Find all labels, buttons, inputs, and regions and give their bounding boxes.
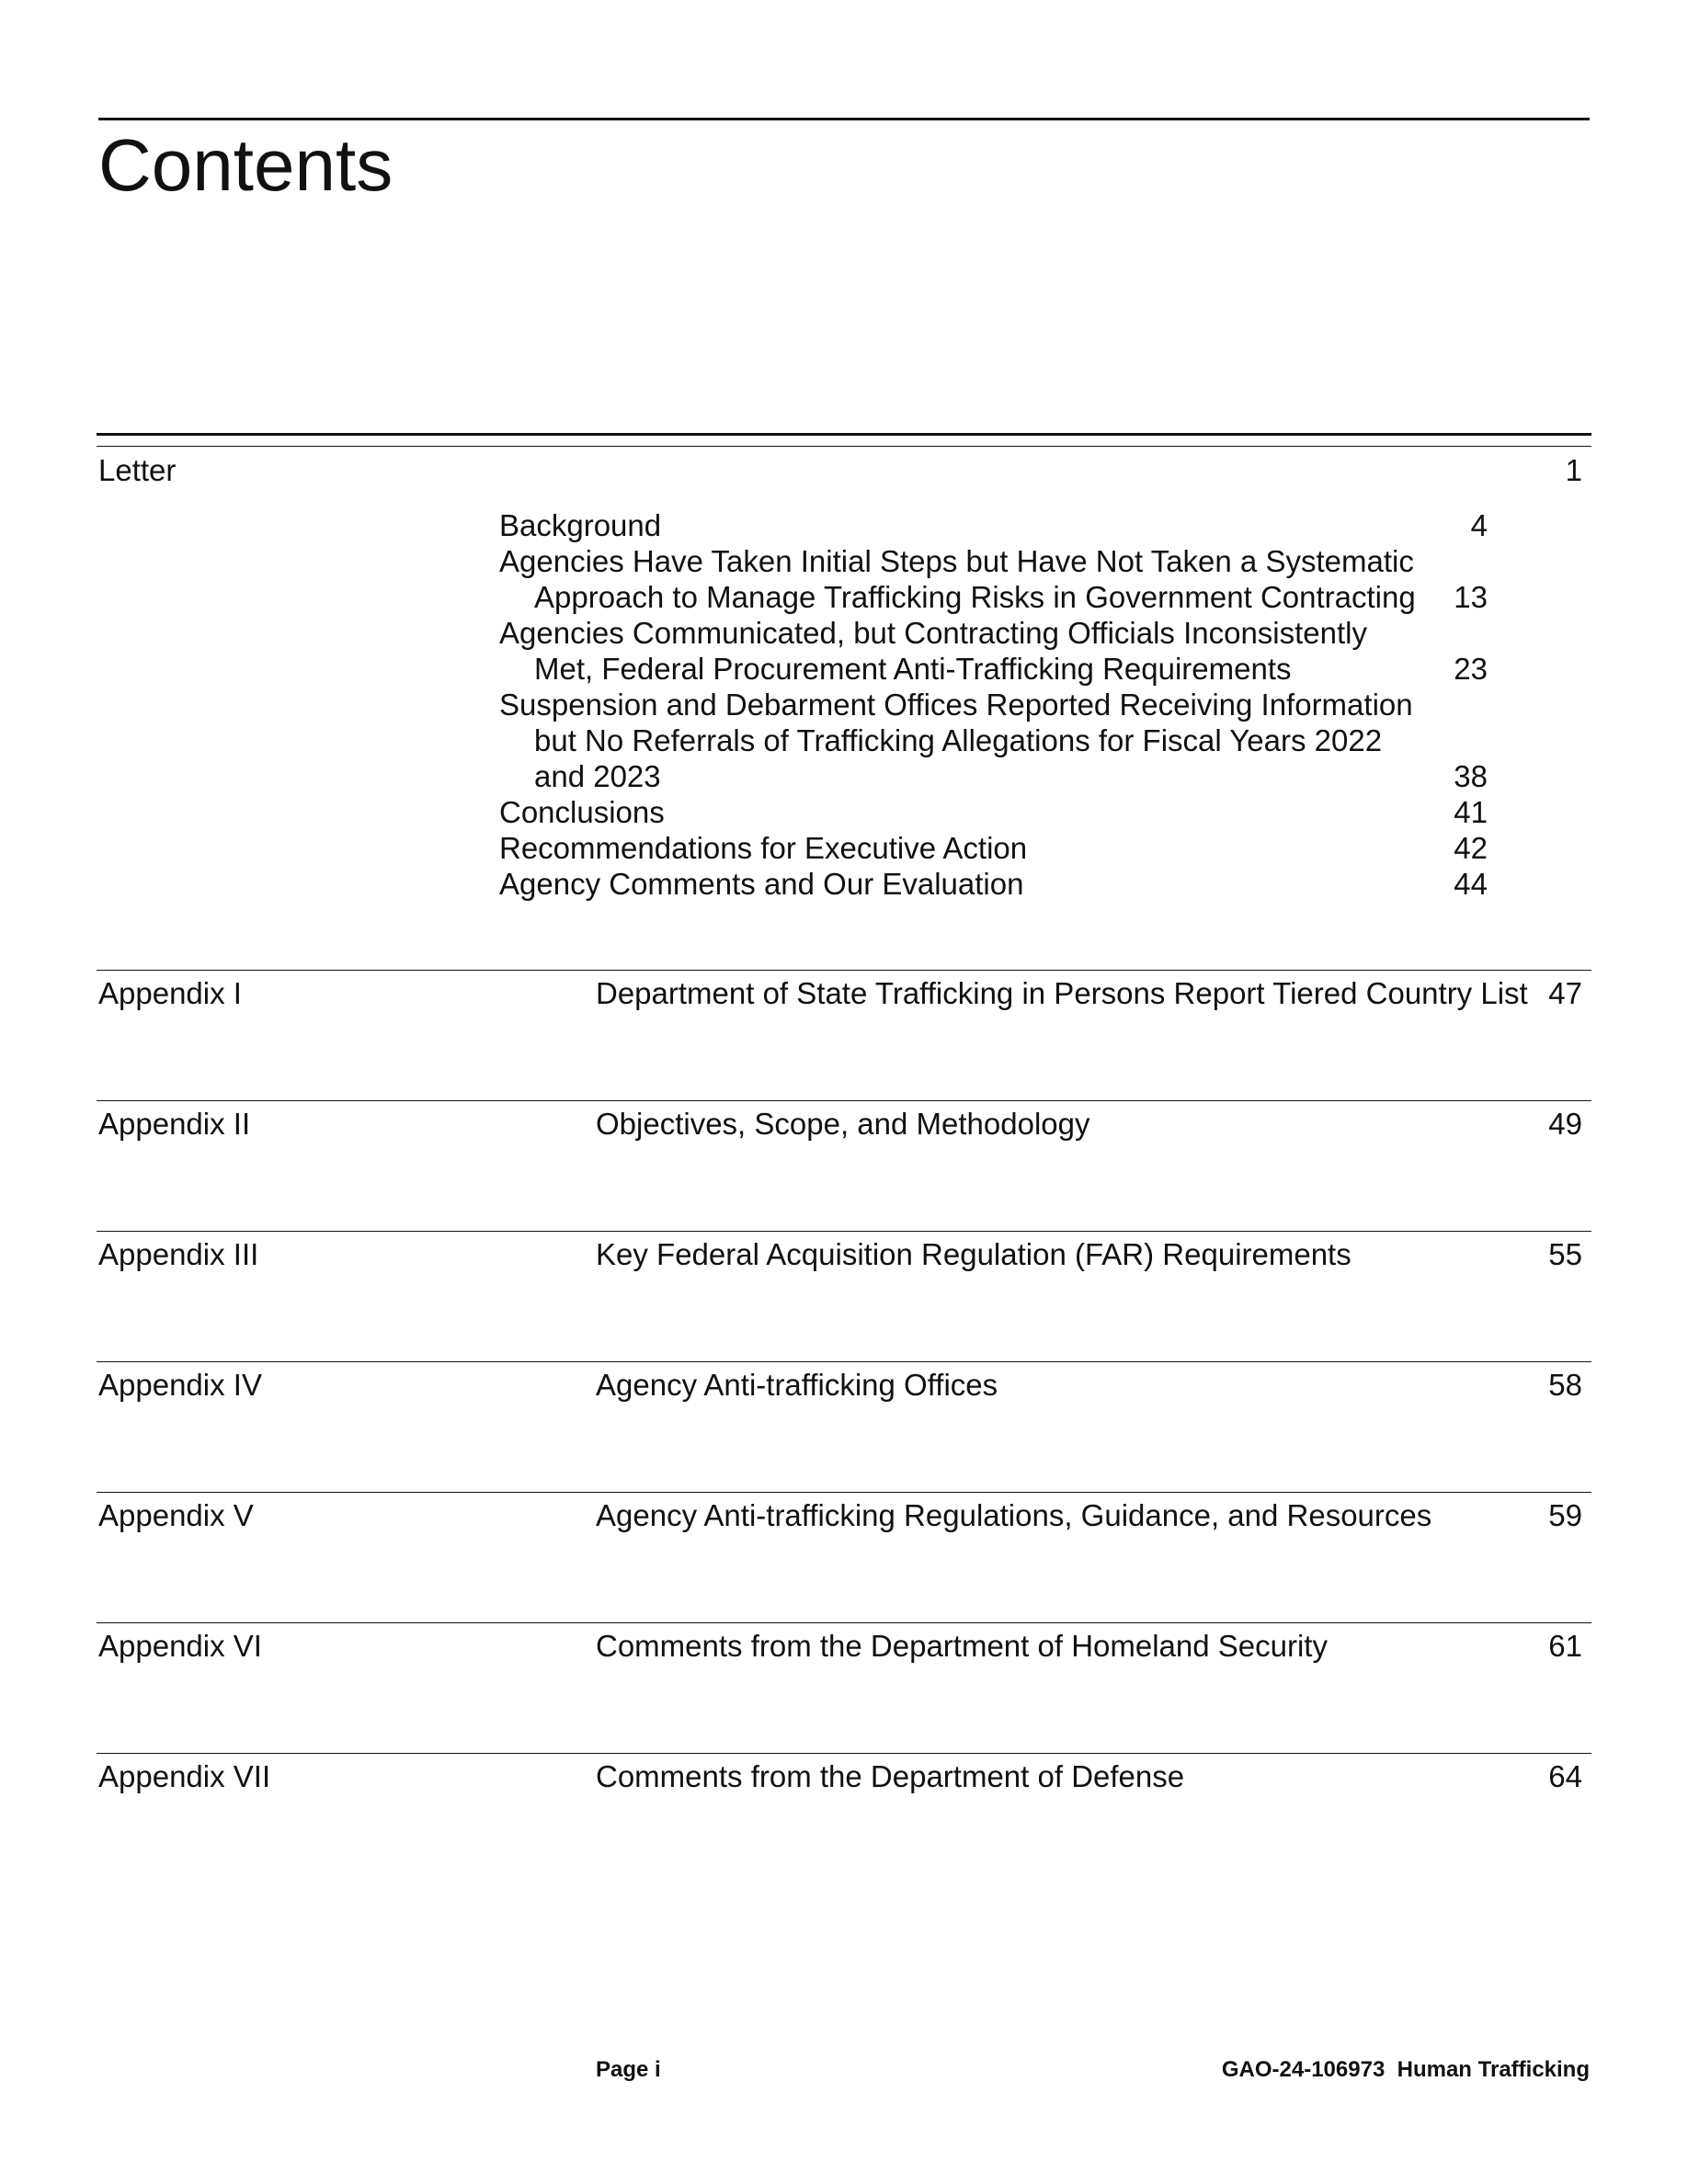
toc-section-appendix-i[interactable] bbox=[97, 970, 1591, 1100]
toc-entry-title: Conclusions bbox=[499, 795, 665, 829]
toc-section-label: Appendix VII bbox=[98, 1759, 271, 1793]
toc-page-number: 59 bbox=[1548, 1498, 1582, 1532]
toc-page-number: 1 bbox=[1565, 453, 1582, 487]
toc-page-number: 44 bbox=[1454, 867, 1488, 901]
toc-section-appendix-iii[interactable] bbox=[97, 1231, 1591, 1361]
toc-entry-title: Agencies Communicated, but Contracting Officials Inconsistently Met, Federal Procurement Anti-Trafficking Requirements bbox=[499, 616, 1368, 686]
toc-section-title: Objectives, Scope, and Methodology bbox=[596, 1107, 1090, 1141]
toc-page-number: 23 bbox=[1454, 652, 1488, 686]
page-title: Contents bbox=[98, 124, 393, 206]
toc-section-label: Appendix II bbox=[98, 1107, 251, 1141]
toc-section-title: Agency Anti-trafficking Offices bbox=[596, 1368, 998, 1402]
toc-section-label: Appendix III bbox=[98, 1237, 259, 1271]
toc-section-label: Appendix IV bbox=[98, 1368, 262, 1402]
toc-entry[interactable] bbox=[499, 866, 1488, 902]
toc-page-number: 49 bbox=[1548, 1107, 1582, 1141]
footer-report-id: GAO-24-106973 Human Trafficking bbox=[1221, 2057, 1590, 2082]
toc-page-number: 42 bbox=[1454, 831, 1488, 865]
toc-section-appendix-vi[interactable] bbox=[97, 1622, 1591, 1753]
toc-section-title: Agency Anti-trafficking Regulations, Guidance, and Resources bbox=[596, 1498, 1432, 1532]
toc-entry[interactable] bbox=[499, 615, 1488, 687]
toc-entry-title: Background bbox=[499, 508, 662, 542]
toc-entry-title: Agencies Have Taken Initial Steps but Have Not Taken a Systematic Approach to Manage Trafficking Risks in Government Contracting bbox=[499, 544, 1416, 614]
toc-entry[interactable] bbox=[499, 830, 1488, 866]
toc-section-title: Comments from the Department of Defense bbox=[596, 1759, 1185, 1793]
toc-section-title: Department of State Trafficking in Persons Report Tiered Country List bbox=[596, 976, 1528, 1010]
letter-entries bbox=[499, 507, 1488, 902]
toc-page-number: 38 bbox=[1454, 759, 1488, 793]
toc-section-appendix-vii[interactable] bbox=[97, 1753, 1591, 1883]
footer-page-label: Page i bbox=[596, 2057, 661, 2082]
toc-section-appendix-v[interactable] bbox=[97, 1492, 1591, 1622]
toc-section-appendix-ii[interactable] bbox=[97, 1100, 1591, 1231]
toc-entry[interactable] bbox=[499, 687, 1488, 794]
toc-section-label[interactable]: Letter bbox=[98, 453, 177, 487]
toc-entry[interactable] bbox=[499, 794, 1488, 830]
toc-section-title: Key Federal Acquisition Regulation (FAR) Requirements bbox=[596, 1237, 1352, 1271]
toc-section-label: Appendix V bbox=[98, 1498, 254, 1532]
toc-page-number: 47 bbox=[1548, 976, 1582, 1010]
toc-top-rule bbox=[97, 433, 1591, 436]
toc-entry-title: Recommendations for Executive Action bbox=[499, 831, 1028, 865]
toc-entry-title: Agency Comments and Our Evaluation bbox=[499, 867, 1024, 901]
toc-section-label: Appendix VI bbox=[98, 1629, 262, 1663]
toc-page-number: 13 bbox=[1454, 580, 1488, 614]
toc-page-number: 61 bbox=[1548, 1629, 1582, 1663]
toc-page-number: 58 bbox=[1548, 1368, 1582, 1402]
toc-page-number: 41 bbox=[1454, 795, 1488, 829]
toc-page-number: 55 bbox=[1548, 1237, 1582, 1271]
toc-section-appendix-iv[interactable] bbox=[97, 1361, 1591, 1492]
toc-entry[interactable] bbox=[499, 543, 1488, 615]
toc-entry-title: Suspension and Debarment Offices Reported Receiving Information but No Referrals of Trafficking Allegations for Fiscal Years 2022 and 2023 bbox=[499, 688, 1413, 793]
toc-entry[interactable] bbox=[499, 507, 1488, 543]
toc-top-rule-thin bbox=[97, 446, 1591, 447]
toc-page-number: 4 bbox=[1470, 508, 1488, 542]
toc-section-label: Appendix I bbox=[98, 976, 242, 1010]
toc-section-title: Comments from the Department of Homeland Security bbox=[596, 1629, 1328, 1663]
toc-page-number: 64 bbox=[1548, 1759, 1582, 1793]
